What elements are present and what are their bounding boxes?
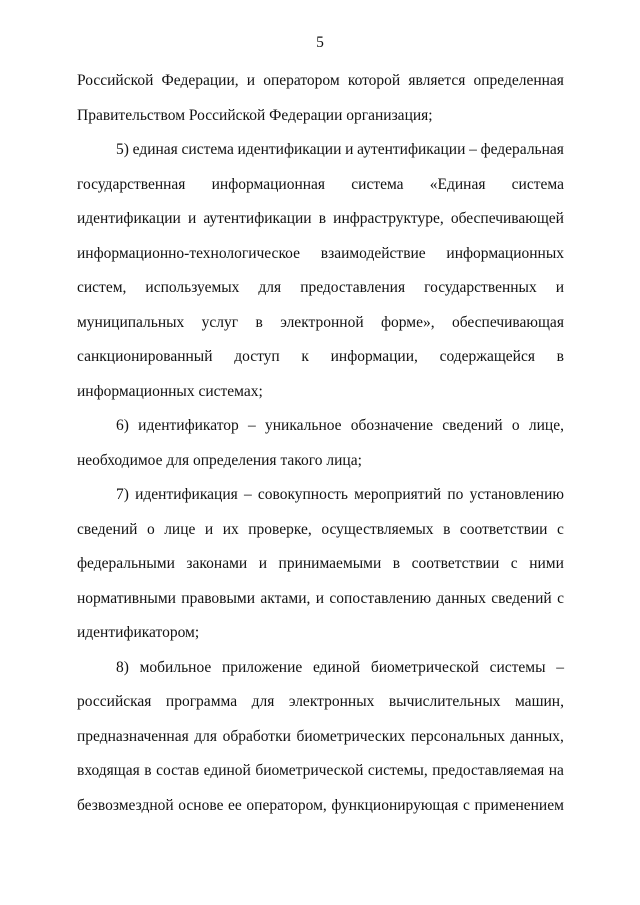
text-word: система: [511, 175, 564, 193]
text-word: в: [144, 762, 152, 779]
page-number: 5: [316, 34, 324, 51]
text-word: совокупность: [257, 486, 348, 503]
text-word: и: [258, 555, 268, 572]
text-line: [77, 340, 564, 375]
text-line: [77, 409, 564, 444]
text-word: осуществляемых: [321, 520, 434, 538]
text-word: машин,: [514, 693, 564, 710]
text-word: программа: [165, 693, 238, 710]
text-word: информационная: [211, 175, 326, 193]
paragraph: [77, 478, 564, 651]
text-word: 5): [116, 141, 129, 158]
text-word: аутентификации: [357, 141, 466, 158]
text-word: 6): [116, 417, 129, 434]
text-word: системы,: [367, 762, 428, 779]
text-word: муниципальных: [77, 313, 185, 331]
text-word: для: [258, 279, 282, 296]
text-word: и: [315, 589, 325, 607]
text-word: федеральными: [77, 555, 175, 572]
text-word: обеспечивающая: [451, 313, 564, 331]
text-word: аутентификации: [203, 210, 312, 227]
text-line: [77, 444, 564, 479]
text-word: биометрической: [370, 658, 479, 676]
text-word: и: [187, 210, 197, 227]
text-word: Правительством Российской Федерации организация;: [77, 106, 433, 124]
text-word: санкционированный: [77, 348, 213, 365]
text-word: их: [222, 520, 239, 538]
text-word: –: [248, 417, 256, 434]
text-word: информационных: [446, 244, 564, 262]
text-word: ее: [228, 796, 242, 814]
text-line: [77, 133, 564, 168]
text-word: уникальное: [264, 417, 342, 434]
text-word: идентификации: [77, 210, 181, 227]
document-body: [77, 64, 564, 823]
text-word: обозначение: [350, 417, 434, 434]
text-word: 8): [116, 658, 129, 676]
text-line: [77, 64, 564, 99]
text-word: содержащейся: [439, 348, 535, 365]
text-word: идентификатор: [138, 417, 239, 434]
text-line: [77, 478, 564, 513]
text-word: системы: [489, 658, 546, 676]
text-word: информации,: [330, 348, 418, 365]
text-word: функционирующая: [331, 796, 459, 814]
text-word: государственная: [77, 175, 186, 193]
text-word: и: [555, 279, 564, 296]
text-word: определенная: [473, 72, 564, 89]
text-word: на: [548, 762, 564, 779]
text-line: [77, 513, 564, 548]
text-word: российская: [77, 693, 152, 710]
text-word: единой: [203, 762, 251, 779]
text-word: с: [462, 796, 470, 814]
text-word: сопоставлению: [329, 589, 432, 607]
text-word: с: [557, 589, 564, 607]
text-word: взаимодействие: [320, 244, 426, 262]
text-word: и: [246, 72, 256, 89]
text-word: соответствии: [459, 520, 548, 538]
text-word: в: [443, 520, 451, 538]
text-word: «Единая: [429, 175, 486, 193]
text-word: предназначенная: [77, 727, 189, 745]
text-word: с: [510, 555, 518, 572]
text-word: инфраструктуре,: [333, 210, 444, 227]
text-word: мобильное: [139, 658, 212, 676]
text-word: система: [351, 175, 404, 193]
text-word: обработки: [222, 727, 291, 745]
text-word: о: [146, 520, 155, 538]
text-word: –: [243, 486, 252, 503]
text-word: лице: [164, 520, 196, 538]
text-word: вычислительных: [388, 693, 501, 710]
text-word: безвозмездной: [77, 796, 174, 814]
text-word: данных: [436, 589, 486, 607]
text-word: по: [447, 486, 464, 503]
text-word: и: [204, 520, 214, 538]
text-word: систем,: [77, 279, 127, 296]
text-word: идентификатором;: [77, 624, 200, 641]
text-word: идентификация: [135, 486, 238, 503]
text-word: услуг: [201, 313, 239, 331]
text-line: [77, 237, 564, 272]
text-word: необходимое для определения такого лица;: [77, 451, 362, 469]
text-word: персональных: [410, 727, 505, 745]
text-line: [77, 271, 564, 306]
text-word: идентификации: [237, 141, 342, 158]
text-line: [77, 685, 564, 720]
text-word: используемых: [145, 279, 240, 296]
paragraph: [77, 64, 564, 133]
text-word: информационных системах;: [77, 382, 263, 400]
text-word: принимаемыми: [278, 555, 382, 572]
text-word: 7): [116, 486, 129, 503]
text-line: [77, 754, 564, 789]
paragraph: [77, 409, 564, 478]
text-line: [77, 789, 564, 824]
text-word: доступ: [234, 348, 280, 365]
text-word: электронной: [280, 313, 364, 331]
text-line: [77, 99, 564, 134]
text-word: установлению: [469, 486, 564, 503]
text-word: электронных: [288, 693, 375, 710]
text-word: законами: [186, 555, 248, 572]
text-word: сведений: [442, 417, 503, 434]
text-word: которой: [347, 72, 401, 89]
text-line: [77, 547, 564, 582]
text-word: проверке,: [248, 520, 312, 538]
text-word: данных,: [510, 727, 564, 745]
text-word: предоставляемая: [432, 762, 545, 779]
paragraph: [77, 133, 564, 409]
text-word: к: [301, 348, 309, 365]
text-word: нормативными: [77, 589, 176, 607]
text-line: [77, 202, 564, 237]
text-line: [77, 168, 564, 203]
text-word: биометрической: [255, 762, 364, 779]
text-line: [77, 582, 564, 617]
text-word: основе: [178, 796, 224, 814]
text-word: соответствии: [411, 555, 500, 572]
text-line: [77, 616, 564, 651]
text-word: для: [194, 727, 218, 745]
text-word: Российской: [77, 72, 154, 89]
text-line: [77, 651, 564, 686]
text-word: с: [556, 520, 564, 538]
text-line: [77, 720, 564, 755]
text-word: сведений: [77, 520, 138, 538]
text-word: система: [181, 141, 234, 158]
text-word: в: [556, 348, 564, 365]
text-word: единая: [132, 141, 178, 158]
text-word: лице,: [528, 417, 564, 434]
text-word: приложение: [221, 658, 303, 676]
text-line: [77, 306, 564, 341]
text-word: ними: [529, 555, 564, 572]
paragraph: [77, 651, 564, 824]
text-word: сведений: [491, 589, 552, 607]
text-word: обеспечивающей: [450, 210, 564, 227]
text-word: Федерации,: [161, 72, 239, 89]
text-word: –: [469, 141, 477, 158]
text-word: биометрических: [296, 727, 406, 745]
text-word: единой: [312, 658, 361, 676]
text-word: в: [318, 210, 327, 227]
text-word: информационно-технологическое: [77, 244, 301, 262]
text-word: государственных: [424, 279, 537, 296]
text-word: для: [251, 693, 275, 710]
text-word: федеральная: [480, 141, 564, 158]
text-word: оператором: [263, 72, 340, 89]
text-word: правовыми: [181, 589, 256, 607]
text-word: предоставления: [300, 279, 406, 296]
text-word: актами,: [260, 589, 311, 607]
text-line: [77, 375, 564, 410]
text-word: мероприятий: [354, 486, 442, 503]
text-word: форме»,: [380, 313, 435, 331]
text-word: и: [345, 141, 354, 158]
text-word: в: [392, 555, 401, 572]
text-word: состав: [156, 762, 200, 779]
text-word: о: [511, 417, 520, 434]
text-word: является: [408, 72, 466, 89]
text-word: входящая: [77, 762, 140, 779]
text-word: применением: [474, 796, 564, 814]
text-word: в: [255, 313, 263, 331]
text-word: оператором,: [246, 796, 327, 814]
text-word: –: [556, 658, 564, 676]
